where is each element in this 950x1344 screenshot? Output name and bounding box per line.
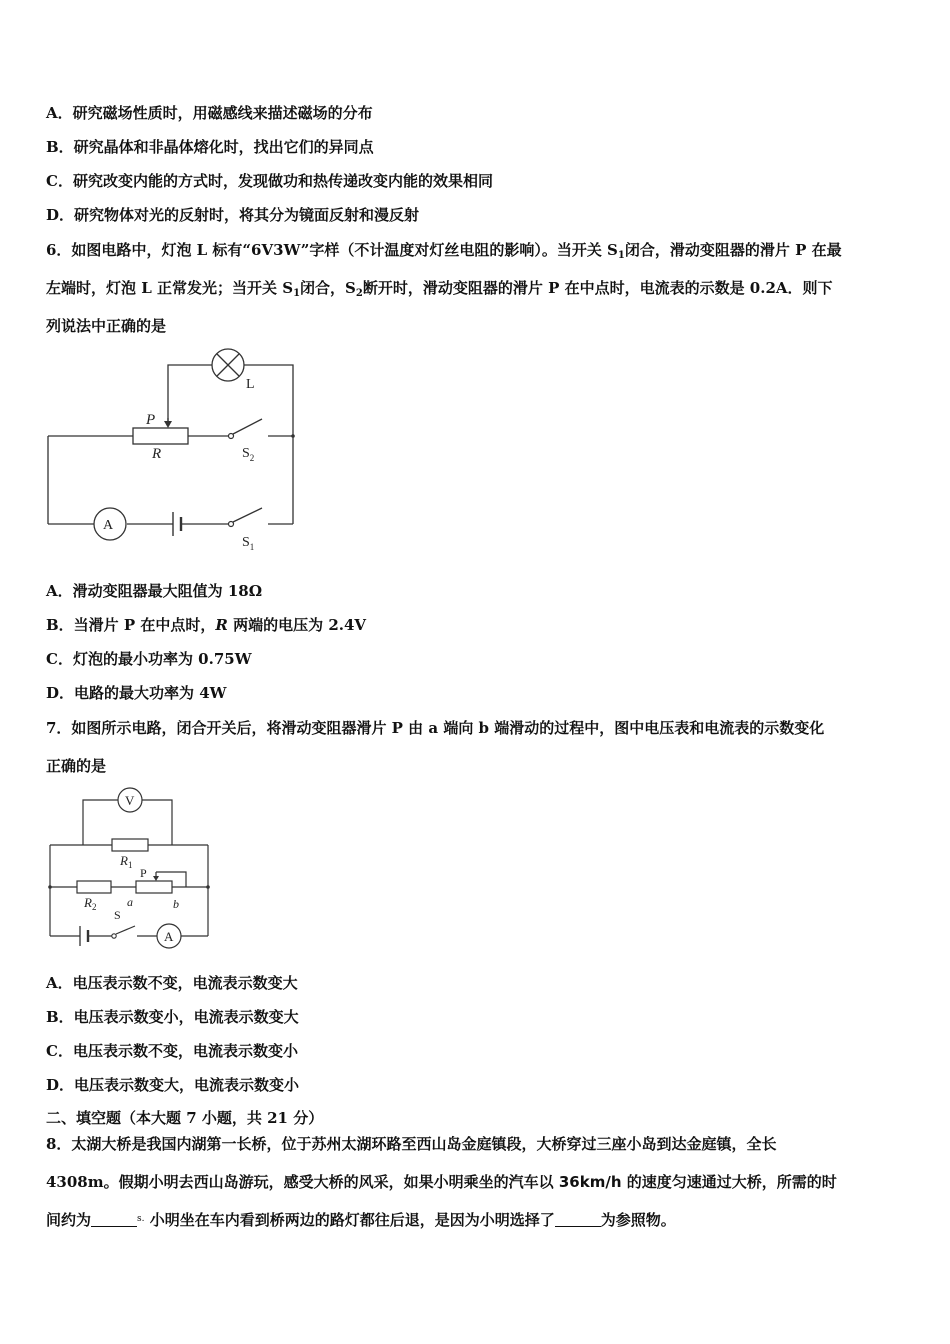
q7-option-a: A．电压表示数不变，电流表示数变大	[46, 974, 298, 992]
q6-stem-line2: 左端时，灯泡 L 正常发光；当开关 $S_1$闭合，$S_2$断开时，滑动变阻器的滑片 P 在中点时，电流表的示数是 0.2A．则下	[46, 279, 833, 299]
q7-option-c: C．电压表示数不变，电流表示数变小	[46, 1042, 298, 1060]
q6-resistor-label: R	[152, 446, 162, 462]
q6-slider-label: P	[146, 412, 156, 428]
q7-slider-arrow-icon	[153, 872, 159, 881]
q6-switch2-label: $S_2$	[242, 446, 255, 463]
q7-stem-line2: 正确的是	[46, 757, 107, 775]
q8-stem-line2: 4308m。假期小明去西山岛游玩，感受大桥的风采，如果小明乘坐的汽车以 36km/h 的速度匀速通过大桥，所需的时	[46, 1173, 837, 1191]
q7-a-label: a	[127, 895, 133, 909]
q6-switch1-label: $S_1$	[242, 535, 255, 552]
q5-option-a: A．研究磁场性质时，用磁感线来描述磁场的分布	[46, 104, 373, 122]
q5-option-c: C．研究改变内能的方式时，发现做功和热传递改变内能的效果相同	[46, 172, 493, 190]
q6-ammeter-label: A	[103, 518, 114, 533]
q7-resistor-r2	[77, 881, 111, 893]
q7-slider-label: P	[140, 866, 147, 880]
q7-option-b: B．电压表示数变小，电流表示数变大	[46, 1008, 299, 1026]
q7-option-d: D．电压表示数变大，电流表示数变小	[46, 1076, 300, 1094]
q8-stem-line3: 间约为 $^{s.}$ 小明坐在车内看到桥两边的路灯都往后退，是因为小明选择了 为参照物。	[46, 1211, 676, 1229]
q6-stem-line3: 列说法中正确的是	[46, 317, 167, 335]
section-heading-fill-in: 二、填空题（本大题 7 小题，共 21 分）	[46, 1109, 324, 1127]
q8-blank-time[interactable]	[91, 1212, 137, 1227]
q7-rheostat	[136, 881, 172, 893]
q7-resistor-r1	[112, 839, 148, 851]
q7-r2-label: $R_2$	[84, 895, 97, 912]
q6-option-c: C．灯泡的最小功率为 0.75W	[46, 650, 252, 668]
q5-option-b: B．研究晶体和非晶体熔化时，找出它们的异同点	[46, 138, 374, 156]
q7-r1-label: $R_1$	[120, 853, 133, 870]
q6-option-b: B．当滑片 P 在中点时，R 两端的电压为 2.4V	[46, 616, 367, 634]
q6-option-d: D．电路的最大功率为 4W	[46, 684, 227, 702]
q8-stem-line1: 8．太湖大桥是我国内湖第一长桥，位于苏州太湖环路至西山岛金庭镇段，大桥穿过三座小岛到达金庭镇，全长	[46, 1135, 777, 1153]
q5-option-d: D．研究物体对光的反射时，将其分为镜面反射和漫反射	[46, 206, 420, 224]
q7-switch-label: S	[114, 908, 121, 922]
q8-blank-reference[interactable]	[555, 1212, 601, 1227]
q7-b-label: b	[173, 897, 179, 911]
q7-ammeter-label: A	[164, 929, 174, 944]
q6-lamp-label: L	[246, 377, 255, 392]
q6-stem-line1: 6．如图电路中，灯泡 L 标有“6V3W”字样（不计温度对灯丝电阻的影响）。当开关 $S_1$闭合，滑动变阻器的滑片 P 在最	[46, 241, 842, 261]
q6-option-a: A．滑动变阻器最大阻值为 18Ω	[46, 582, 263, 600]
q7-battery-icon	[80, 926, 88, 946]
q7-stem-line1: 7．如图所示电路，闭合开关后，将滑动变阻器滑片 P 由 a 端向 b 端滑动的过程中，图中电压表和电流表的示数变化	[46, 719, 825, 737]
q7-voltmeter-label: V	[125, 793, 135, 808]
q7-switch-contact	[112, 934, 116, 938]
